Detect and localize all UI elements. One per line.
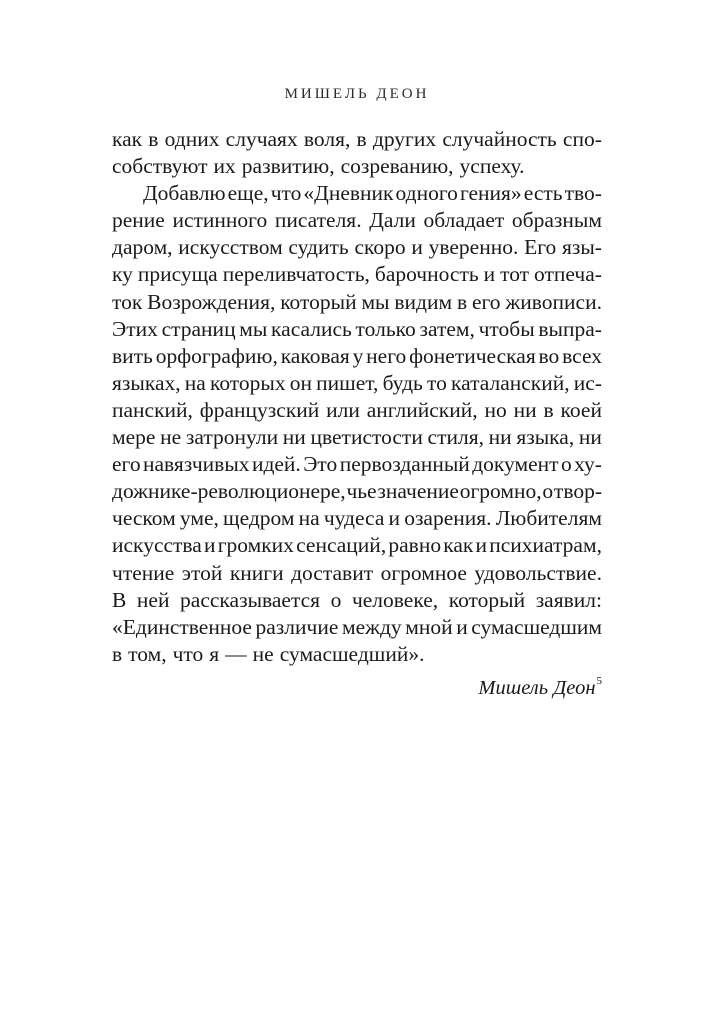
word: одних (164, 127, 220, 151)
word: касались (271, 316, 352, 341)
word: в (112, 641, 123, 666)
word: коей (560, 397, 602, 422)
word: каталанский, (450, 370, 570, 395)
word: книги (229, 560, 284, 585)
word: не (160, 425, 182, 450)
word: Любителям (495, 506, 602, 531)
word: цветистости (310, 425, 423, 450)
word: он (289, 370, 313, 395)
word: как (112, 127, 143, 151)
text-lines (112, 126, 602, 668)
text-line (112, 505, 602, 532)
word: даром, (112, 235, 173, 260)
word: орфографию, (155, 343, 278, 368)
word: ней (136, 587, 170, 612)
word: в (456, 289, 468, 314)
word: в (356, 127, 367, 151)
word: первозданный (339, 452, 470, 477)
word: воля, (303, 127, 351, 151)
word: Дали (369, 208, 416, 233)
word: их (213, 154, 236, 179)
word: доставит (291, 560, 374, 585)
word: страниц (161, 316, 236, 341)
word: который (280, 289, 357, 314)
text-line (112, 289, 602, 316)
word: на (184, 370, 206, 395)
word: Это (303, 452, 338, 477)
word: успеху. (459, 154, 525, 179)
word: французский (199, 397, 320, 422)
word: скоро (354, 235, 406, 260)
footnote-mark: 5 (596, 674, 602, 687)
word: Добавлю (143, 181, 226, 206)
word: заявил: (535, 587, 602, 612)
word: мере (112, 425, 156, 450)
word: удовольствие. (474, 560, 602, 585)
word: чтобы (478, 316, 535, 341)
text-line (112, 641, 602, 668)
word: Возрождения, (147, 289, 276, 314)
word: судить (288, 235, 349, 260)
word: у (352, 343, 364, 368)
text-line (112, 397, 602, 424)
word: тво- (564, 181, 602, 206)
word: чтение (112, 560, 175, 585)
word: обладает (423, 208, 505, 233)
word: и (411, 235, 423, 260)
word: огромно, (459, 479, 542, 504)
text-line (112, 370, 602, 397)
word: барочность (374, 262, 479, 287)
word: человеке, (351, 587, 439, 612)
word: о (542, 479, 554, 504)
word: твор- (553, 479, 602, 504)
word: ческом (112, 506, 176, 531)
word: ис- (573, 370, 602, 395)
word: или (326, 397, 360, 422)
word: созреванию, (340, 154, 454, 179)
word: что (172, 641, 204, 666)
text-line (112, 316, 602, 343)
word: мы (239, 316, 268, 341)
word: развитию, (241, 154, 335, 179)
word: гения» (459, 181, 522, 206)
text-line (112, 424, 602, 451)
word: ток (112, 289, 143, 314)
word: том, (128, 641, 167, 666)
word: и (456, 614, 468, 639)
text-line (112, 343, 602, 370)
word: Этих (112, 316, 158, 341)
word: языках, (112, 370, 181, 395)
word: но (484, 397, 507, 422)
word: всех (562, 343, 602, 368)
word: во (538, 343, 560, 368)
word: я (209, 641, 220, 666)
text-line (112, 587, 602, 614)
running-head: МИШЕЛЬ ДЕОН (284, 86, 430, 102)
word: чье (346, 479, 377, 504)
text-line (112, 560, 602, 587)
word: панский, (112, 397, 193, 422)
word: английский, (366, 397, 478, 422)
word: психиатрам, (489, 533, 602, 558)
signature-author: Мишель Деон (478, 676, 596, 699)
word: языка, (516, 425, 575, 450)
word: этой (181, 560, 223, 585)
word: случайность (442, 127, 557, 151)
word: мы (361, 289, 390, 314)
word: вить (112, 343, 153, 368)
word: огромное (380, 560, 467, 585)
word: о (560, 452, 572, 477)
word: затронули (185, 425, 279, 450)
word: щедром (223, 506, 295, 531)
word: ни (488, 425, 512, 450)
word: стиля, (427, 425, 484, 450)
word: присуща (137, 262, 218, 287)
text-line (112, 180, 602, 207)
word: тот (500, 262, 530, 287)
text-line (112, 478, 602, 505)
word: видим (394, 289, 453, 314)
text-line (112, 451, 602, 478)
word: истинного (172, 208, 268, 233)
text-line (112, 532, 602, 559)
word: В (112, 587, 127, 612)
word: ни (578, 425, 602, 450)
word: чудеса (323, 506, 385, 531)
word: затем, (419, 316, 475, 341)
word: и (204, 533, 216, 558)
word: отпеча- (534, 262, 602, 287)
word: ку (112, 262, 133, 287)
word: дожнике-революционере, (112, 479, 346, 504)
word: собствуют (112, 154, 208, 179)
word: которых (209, 370, 286, 395)
word: уме, (179, 506, 219, 531)
word: пишет, (316, 370, 379, 395)
word: навязчивых (142, 452, 250, 477)
word: переливчатость, (222, 262, 370, 287)
word: рение (112, 208, 165, 233)
word: писателя. (274, 208, 362, 233)
word: ни (513, 397, 537, 422)
word: идей. (251, 452, 301, 477)
text-line (112, 126, 602, 153)
text-line (112, 261, 602, 288)
word: равно (388, 533, 442, 558)
word: уверенно. (428, 235, 519, 260)
word: рассказывается (180, 587, 321, 612)
word: значение (377, 479, 459, 504)
text-line (112, 234, 602, 261)
word: как (443, 533, 474, 558)
word: сумасшедший». (279, 641, 425, 666)
word: его (471, 289, 501, 314)
word: одного (395, 181, 458, 206)
word: который (448, 587, 526, 612)
word: о (330, 587, 342, 612)
word: только (355, 316, 416, 341)
word: в (543, 397, 554, 422)
word: сумасшедшим (471, 614, 602, 639)
word: на (298, 506, 320, 531)
word: что (270, 181, 302, 206)
word: искусства (112, 533, 202, 558)
word: то (426, 370, 447, 395)
book-page (112, 0, 602, 1033)
word: Его (524, 235, 557, 260)
word: мной (405, 614, 453, 639)
word: живописи. (505, 289, 602, 314)
signature (112, 668, 602, 697)
word: не (252, 641, 274, 666)
word: выпра- (538, 316, 602, 341)
word: различие (255, 614, 339, 639)
word: фонетическая (409, 343, 536, 368)
word: будь (382, 370, 423, 395)
word: озарения. (404, 506, 492, 531)
word: язы- (561, 235, 602, 260)
word: документ (472, 452, 559, 477)
word: и (475, 533, 488, 558)
word: и (388, 506, 401, 531)
word: еще, (227, 181, 269, 206)
word: «Дневник (303, 181, 394, 206)
word: него (366, 343, 407, 368)
word: сенсаций, (296, 533, 387, 558)
word: и (483, 262, 496, 287)
word: есть (523, 181, 563, 206)
word: других (372, 127, 437, 151)
word: ни (282, 425, 306, 450)
word: спо- (562, 127, 602, 151)
text-line (112, 614, 602, 641)
word: — (225, 641, 247, 666)
word: каковая (280, 343, 350, 368)
word: образным (511, 208, 602, 233)
word: ху- (574, 452, 602, 477)
word: громких (217, 533, 294, 558)
body-text (112, 126, 602, 697)
word: в (148, 127, 159, 151)
word: его (112, 452, 141, 477)
word: между (341, 614, 402, 639)
text-line (112, 207, 602, 234)
word: случаях (225, 127, 298, 151)
word: «Единственное (112, 614, 252, 639)
word: искусством (178, 235, 283, 260)
text-line (112, 153, 602, 180)
